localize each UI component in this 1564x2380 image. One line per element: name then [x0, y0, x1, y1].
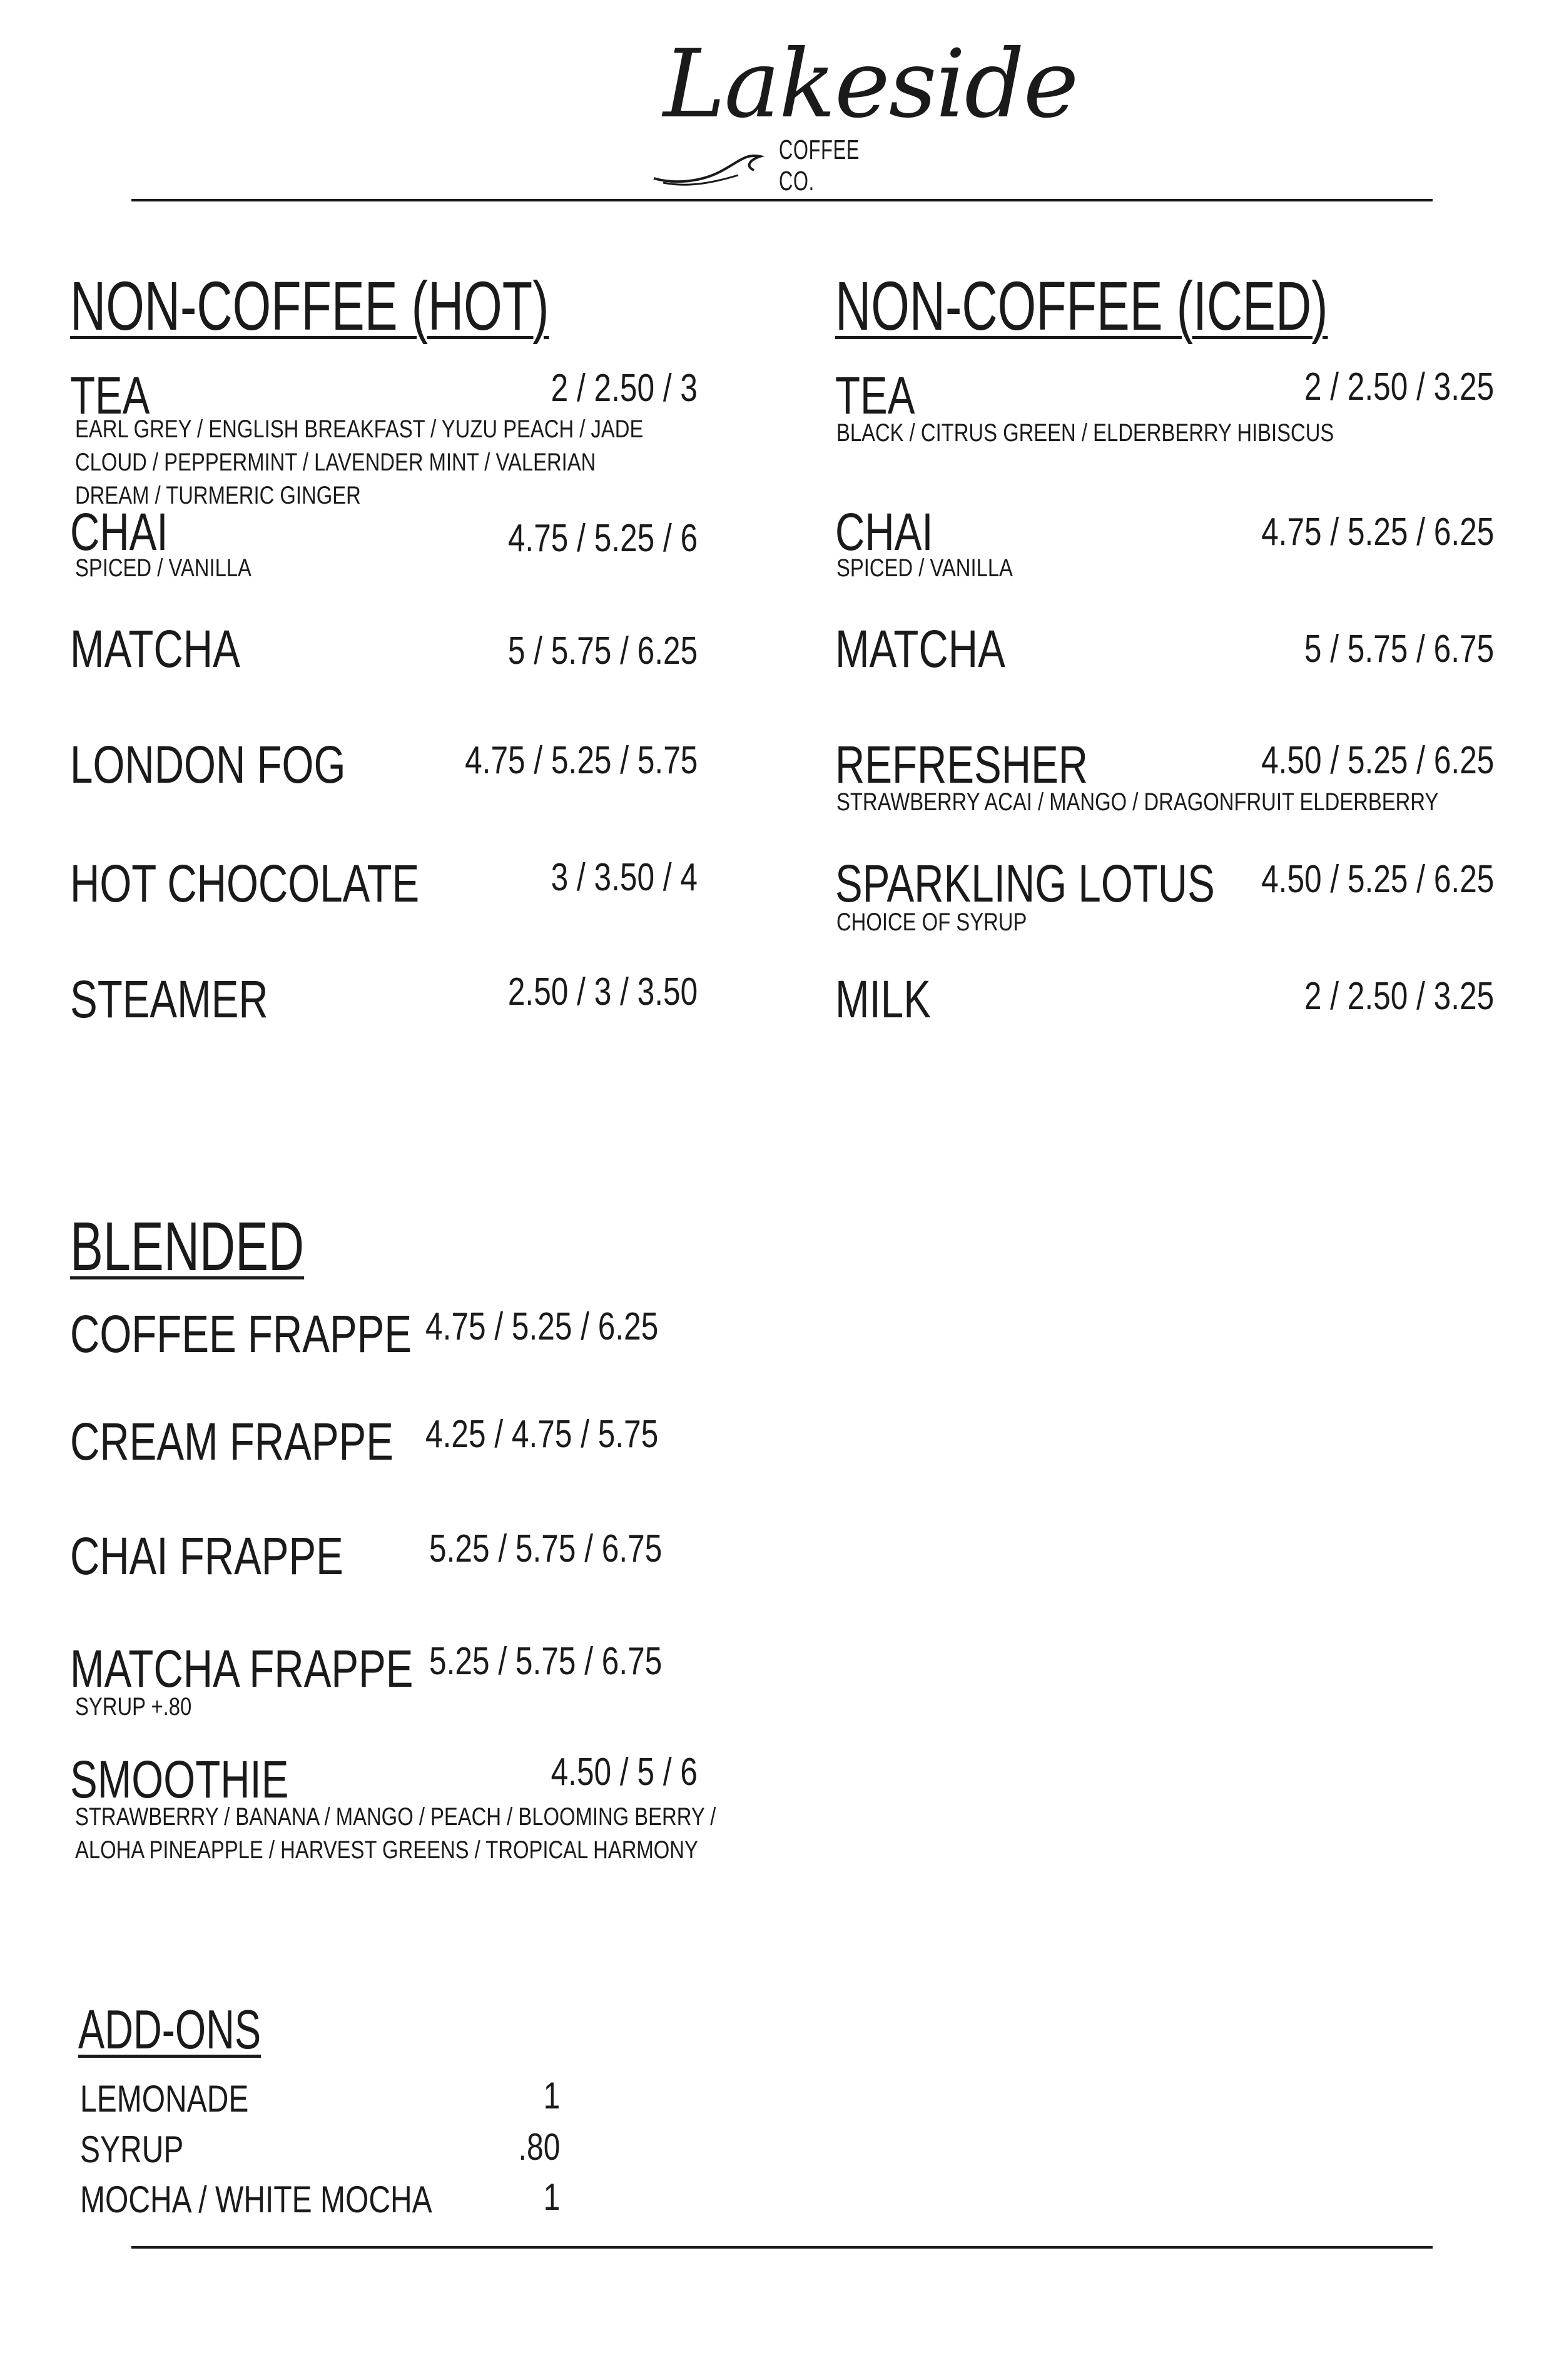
iced-item-desc: BLACK / CITRUS GREEN / ELDERBERRY HIBISCUS — [836, 419, 1334, 447]
blended-item-desc: STRAWBERRY / BANANA / MANGO / PEACH / BLOOMING BERRY / ALOHA PINEAPPLE / HARVEST GREENS / TROPICAL HARMONY — [75, 1803, 716, 1864]
iced-item-desc: SPICED / VANILLA — [836, 554, 1013, 582]
blended-item-desc: SYRUP +.80 — [75, 1693, 192, 1721]
hot-item-name: CHAI — [70, 502, 168, 561]
blended-item-name: COFFEE FRAPPE — [70, 1304, 412, 1363]
iced-item-price: 5 / 5.75 / 6.75 — [1304, 628, 1494, 671]
blended-item-name: CHAI FRAPPE — [70, 1527, 343, 1585]
hot-item-name: HOT CHOCOLATE — [70, 854, 420, 913]
bottom-divider — [131, 2246, 1433, 2249]
blended-item-price: 4.50 / 5 / 6 — [551, 1751, 698, 1794]
hot-item-price: 2 / 2.50 / 3 — [551, 367, 698, 410]
iced-item-name: MILK — [835, 970, 931, 1029]
hot-item-name: TEA — [70, 366, 150, 425]
iced-item-name: REFRESHER — [835, 735, 1089, 794]
iced-item-price: 4.75 / 5.25 / 6.25 — [1261, 511, 1494, 554]
iced-item-price: 4.50 / 5.25 / 6.25 — [1261, 739, 1494, 782]
hot-item-price: 2.50 / 3 / 3.50 — [507, 970, 698, 1014]
wave-icon — [651, 138, 776, 188]
hot-item-price: 4.75 / 5.25 / 5.75 — [464, 739, 698, 782]
section-title-iced: NON-COFFEE (ICED) — [835, 268, 1328, 345]
hot-item-price: 4.75 / 5.25 / 6 — [507, 517, 698, 560]
iced-item-name: MATCHA — [835, 619, 1005, 678]
iced-item-name: SPARKLING LOTUS — [835, 854, 1215, 913]
brand-subtitle: COFFEE CO. — [779, 135, 860, 196]
addon-item-name: MOCHA / WHITE MOCHA — [80, 2179, 432, 2220]
blended-item-price: 5.25 / 5.75 / 6.75 — [429, 1527, 663, 1570]
addon-item-name: SYRUP — [80, 2128, 184, 2170]
hot-item-price: 3 / 3.50 / 4 — [551, 856, 698, 899]
hot-item-name: STEAMER — [70, 970, 268, 1029]
addon-item-price: .80 — [518, 2126, 560, 2168]
section-title-hot: NON-COFFEE (HOT) — [70, 268, 549, 345]
iced-item-desc: STRAWBERRY ACAI / MANGO / DRAGONFRUIT ELDERBERRY — [836, 788, 1439, 816]
addon-item-name: LEMONADE — [80, 2078, 249, 2120]
iced-item-price: 4.50 / 5.25 / 6.25 — [1261, 858, 1494, 901]
blended-item-price: 5.25 / 5.75 / 6.75 — [429, 1640, 663, 1683]
addon-item-price: 1 — [543, 2176, 560, 2218]
hot-item-desc: EARL GREY / ENGLISH BREAKFAST / YUZU PEACH / JADE CLOUD / PEPPERMINT / LAVENDER MINT / VALERIAN DREAM / TURMERIC GINGER — [75, 415, 644, 509]
blended-item-name: MATCHA FRAPPE — [70, 1639, 414, 1698]
blended-item-name: CREAM FRAPPE — [70, 1412, 394, 1471]
hot-item-desc: SPICED / VANILLA — [75, 554, 251, 582]
hot-item-price: 5 / 5.75 / 6.25 — [507, 629, 698, 673]
iced-item-name: CHAI — [835, 502, 933, 561]
blended-item-price: 4.25 / 4.75 / 5.75 — [425, 1413, 659, 1456]
blended-item-price: 4.75 / 5.25 / 6.25 — [425, 1305, 659, 1348]
addon-item-price: 1 — [543, 2075, 560, 2117]
hot-item-name: MATCHA — [70, 619, 240, 678]
top-divider — [131, 199, 1433, 201]
section-title-blended: BLENDED — [70, 1208, 305, 1285]
iced-item-name: TEA — [835, 366, 915, 425]
iced-item-price: 2 / 2.50 / 3.25 — [1304, 365, 1494, 409]
blended-item-name: SMOOTHIE — [70, 1750, 289, 1809]
iced-item-price: 2 / 2.50 / 3.25 — [1304, 975, 1494, 1018]
brand-name: Lakeside — [663, 30, 1078, 139]
iced-item-desc: CHOICE OF SYRUP — [836, 908, 1027, 936]
section-title-addons: ADD-ONS — [78, 1998, 262, 2060]
brand-logo — [651, 30, 1078, 196]
hot-item-name: LONDON FOG — [70, 735, 346, 794]
